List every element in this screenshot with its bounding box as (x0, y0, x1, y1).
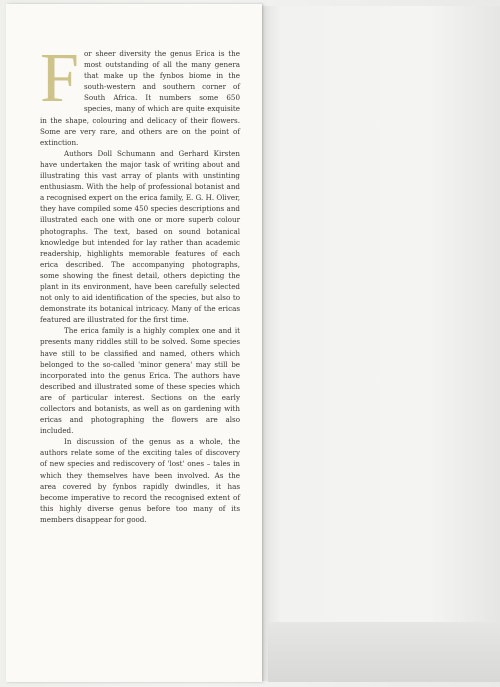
drop-cap: F (40, 40, 79, 117)
paragraph-4: In discussion of the genus as a whole, the authors relate some of the exciting tales of discovery of new species and rediscovery of 'lost' ones – tales in which they themselves have been involved. As the area covered by fynbos rapidly dwindles, it has become imperative to record the recognised extent of this highly diverse genus before too many of its members disappear for good. (40, 437, 240, 524)
blurb-text (40, 40, 240, 525)
back-page-lower-edge (268, 622, 500, 682)
paragraph-1 (40, 40, 240, 148)
paragraph-3: The erica family is a highly complex one and it presents many riddles still to be solved. Some species have still to be classified and named, others which belonged to the so-called 'minor genera' may still be incorporated into the genus Erica. The authors have described and illustrated some of these species which are of particular interest. Sections on the early collectors and botanists, as well as on gardening with ericas and photographing the flowers are also included. (40, 326, 240, 436)
jacket-flap (6, 4, 262, 682)
paragraph-1-text: or sheer diversity the genus Erica is the most outstanding of all the many genera that make up the fynbos biome in the south-western and southern corner of South Africa. It numbers some 650 species, many of which are quite exquisite in the shape, colouring and delicacy of their flowers. Some are very rare, and others are on the point of extinction. (40, 49, 240, 147)
paragraph-2: Authors Doll Schumann and Gerhard Kirsten have undertaken the major task of writing about and illustrating this vast array of plants with unstinting enthusiasm. With the help of professional botanist and a recognised expert on the erica family, E. G. H. Oliver, they have compiled some 450 species descriptions and illustrated each one with one or more superb colour photographs. The text, based on sound botanical knowledge but intended for lay rather than academic readership, highlights memorable features of each erica described. The accompanying photographs, some showing the finest detail, others depicting the plant in its environment, have been carefully selected not only to aid identification of the species, but also to demonstrate its botanical intricacy. Many of the ericas featured are illustrated for the first time. (40, 148, 240, 325)
back-page (262, 6, 500, 681)
